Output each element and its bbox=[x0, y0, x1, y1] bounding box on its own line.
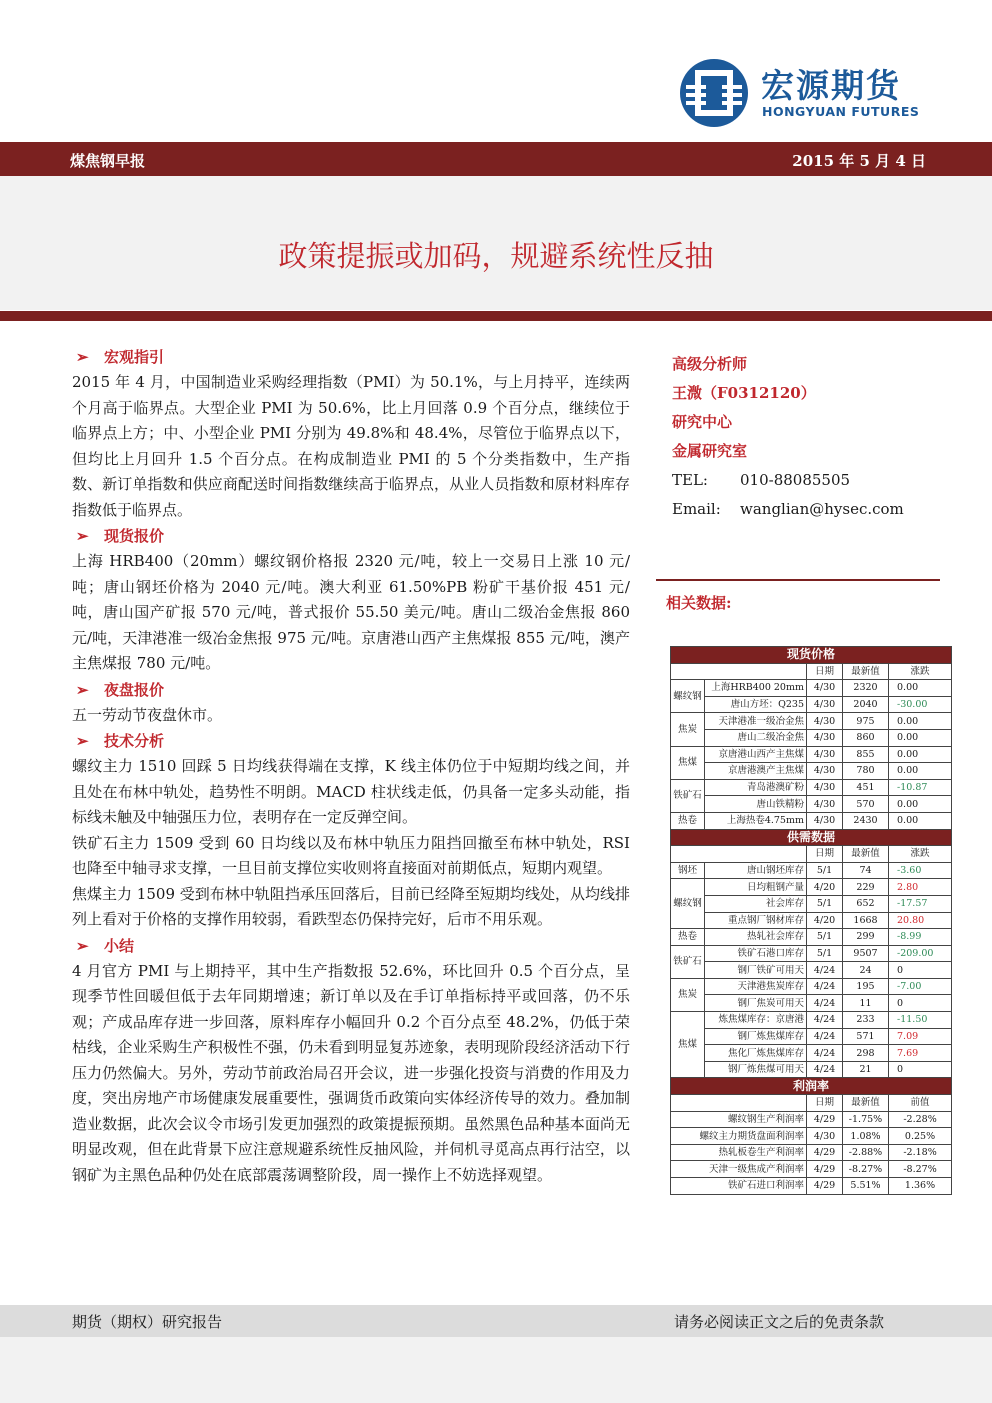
paragraph: 上海 HRB400（20mm）螺纹钢价格报 2320 元/吨，较上一交易日上涨 10 元/吨；唐山钢坯价格为 2040 元/吨。澳大利亚 61.50%PB 粉矿干基价报 451 元/吨，唐山国产矿报 570 元/吨，普式报价 55.50 美元/吨。唐山二级冶金焦报 860 元/吨，天津港准一级冶金焦报 975 元/吨。京唐港山西产主焦煤报 855 元/吨，澳产主焦煤报 780 元/吨。 bbox=[72, 552, 630, 672]
table-date: 5/1 bbox=[807, 895, 843, 912]
table-row bbox=[671, 929, 952, 946]
table-change: 0 bbox=[889, 962, 952, 979]
arrow-icon: ➢ bbox=[76, 348, 89, 366]
table-date: 4/20 bbox=[807, 879, 843, 896]
table-date: 4/24 bbox=[807, 1045, 843, 1062]
analyst-dept: 研究中心 bbox=[672, 413, 733, 431]
table-row bbox=[671, 746, 952, 763]
table-date: 4/24 bbox=[807, 1028, 843, 1045]
table-date: 4/29 bbox=[807, 1111, 843, 1128]
table-change: -3.60 bbox=[889, 862, 952, 879]
section-heading-night: ➢ 夜盘报价 bbox=[72, 677, 630, 703]
table-row bbox=[671, 796, 952, 813]
table-row bbox=[671, 978, 952, 995]
table-change: -7.00 bbox=[889, 978, 952, 995]
table-column-header-row bbox=[671, 663, 952, 680]
section-heading-summary: ➢ 小结 bbox=[72, 933, 630, 959]
analyst-tel: TEL: 010-88085505 bbox=[672, 471, 851, 489]
table-value: 299 bbox=[843, 929, 889, 946]
table-section-title: 供需数据 bbox=[671, 829, 952, 846]
table-change: 0.00 bbox=[889, 796, 952, 813]
table-prev: 0.25% bbox=[889, 1128, 952, 1145]
table-column-header bbox=[671, 846, 807, 863]
arrow-icon: ➢ bbox=[76, 936, 89, 955]
table-row bbox=[671, 862, 952, 879]
table-row bbox=[671, 1012, 952, 1029]
table-group-label: 螺纹钢 bbox=[671, 879, 705, 929]
table-change: -8.99 bbox=[889, 929, 952, 946]
paragraph: 2015 年 4 月，中国制造业采购经理指数（PMI）为 50.1%，与上月持平，连续两个月高于临界点。大型企业 PMI 为 50.6%，比上月回落 0.9 个百分点，继续位于临界点上方；中、小型企业 PMI 分别为 49.8%和 48.4%，尽管位于临界点以下，但均比上月回升 1.5 个百分点。在构成制造业 PMI 的 5 个分类指数中，生产指数、新订单指数和供应商配送时间指数继续高于临界点，从业人员指数和原材料库存指数低于临界点。 bbox=[72, 373, 630, 519]
table-column-header: 前值 bbox=[889, 1095, 952, 1112]
table-column-header: 日期 bbox=[807, 846, 843, 863]
analyst-subdept: 金属研究室 bbox=[672, 442, 748, 460]
table-group-label: 铁矿石 bbox=[671, 945, 705, 978]
report-date: 2015 年 5 月 4 日 bbox=[792, 152, 926, 170]
table-date: 4/30 bbox=[807, 1128, 843, 1145]
table-item: 日均粗钢产量 bbox=[705, 879, 807, 896]
table-row bbox=[671, 1061, 952, 1078]
table-group-label: 焦煤 bbox=[671, 1012, 705, 1078]
table-row bbox=[671, 1161, 952, 1178]
table-row bbox=[671, 945, 952, 962]
table-value: 9507 bbox=[843, 945, 889, 962]
table-section-header bbox=[671, 647, 952, 664]
table-value: 74 bbox=[843, 862, 889, 879]
table-item: 钢厂铁矿可用天 bbox=[705, 962, 807, 979]
table-item: 天津港准一级冶金焦 bbox=[705, 713, 807, 730]
table-item: 唐山二级冶金焦 bbox=[705, 729, 807, 746]
table-row bbox=[671, 1028, 952, 1045]
header-bar bbox=[0, 142, 992, 176]
table-value: 233 bbox=[843, 1012, 889, 1029]
analyst-info bbox=[672, 350, 942, 524]
table-value: 195 bbox=[843, 978, 889, 995]
table-prev: -2.28% bbox=[889, 1111, 952, 1128]
table-group-label: 钢坯 bbox=[671, 862, 705, 879]
table-date: 4/24 bbox=[807, 1061, 843, 1078]
table-row bbox=[671, 962, 952, 979]
table-column-header: 涨跌 bbox=[889, 663, 952, 680]
table-value: 1.08% bbox=[843, 1128, 889, 1145]
table-change: 7.09 bbox=[889, 1028, 952, 1045]
table-item: 螺纹主力期货盘面利润率 bbox=[671, 1128, 807, 1145]
table-group-label: 焦煤 bbox=[671, 746, 705, 779]
section-heading-spot: ➢ 现货报价 bbox=[72, 523, 630, 549]
market-data-table bbox=[670, 646, 952, 1195]
table-column-header: 最新值 bbox=[843, 663, 889, 680]
table-value: 975 bbox=[843, 713, 889, 730]
table-change: 2.80 bbox=[889, 879, 952, 896]
table-change: -11.50 bbox=[889, 1012, 952, 1029]
table-change: -30.00 bbox=[889, 696, 952, 713]
table-section-title: 利润率 bbox=[671, 1078, 952, 1095]
table-value: 2320 bbox=[843, 680, 889, 697]
table-date: 4/29 bbox=[807, 1178, 843, 1195]
report-type: 煤焦钢早报 bbox=[70, 152, 146, 170]
table-value: 855 bbox=[843, 746, 889, 763]
table-group-label: 铁矿石 bbox=[671, 779, 705, 812]
title-divider bbox=[0, 311, 992, 321]
table-date: 4/30 bbox=[807, 796, 843, 813]
table-change: 0.00 bbox=[889, 763, 952, 780]
table-row bbox=[671, 763, 952, 780]
table-item: 唐山铁精粉 bbox=[705, 796, 807, 813]
table-group-label: 焦炭 bbox=[671, 713, 705, 746]
arrow-icon: ➢ bbox=[76, 732, 89, 750]
page-title: 政策提振或加码，规避系统性反抽 bbox=[278, 239, 714, 273]
table-item: 铁矿石进口利润率 bbox=[671, 1178, 807, 1195]
table-item: 上海热卷4.75mm bbox=[705, 812, 807, 829]
table-value: 11 bbox=[843, 995, 889, 1012]
table-row bbox=[671, 696, 952, 713]
table-column-header: 日期 bbox=[807, 663, 843, 680]
brand-name-cn: 宏源期货 bbox=[761, 66, 901, 105]
table-change: 0.00 bbox=[889, 713, 952, 730]
table-change: 0.00 bbox=[889, 812, 952, 829]
table-date: 4/20 bbox=[807, 912, 843, 929]
table-item: 热轧板卷生产利润率 bbox=[671, 1144, 807, 1161]
table-column-header bbox=[671, 1095, 807, 1112]
arrow-icon: ➢ bbox=[76, 680, 89, 699]
table-change: 20.80 bbox=[889, 912, 952, 929]
table-item: 焦化厂炼焦煤库存 bbox=[705, 1045, 807, 1062]
footer-left-text: 期货（期权）研究报告 bbox=[72, 1313, 223, 1331]
table-row bbox=[671, 879, 952, 896]
table-change: -17.57 bbox=[889, 895, 952, 912]
analyst-name: 王溦（F0312120） bbox=[672, 384, 816, 402]
table-date: 4/30 bbox=[807, 746, 843, 763]
analyst-title: 高级分析师 bbox=[672, 355, 748, 373]
table-row bbox=[671, 1178, 952, 1195]
brand-name-en: HONGYUAN FUTURES bbox=[762, 104, 920, 119]
table-group-label: 螺纹钢 bbox=[671, 680, 705, 713]
table-prev: 1.36% bbox=[889, 1178, 952, 1195]
table-date: 4/30 bbox=[807, 779, 843, 796]
table-change: 0.00 bbox=[889, 746, 952, 763]
table-date: 4/30 bbox=[807, 763, 843, 780]
table-change: -209.00 bbox=[889, 945, 952, 962]
table-value: 780 bbox=[843, 763, 889, 780]
table-change: 0 bbox=[889, 995, 952, 1012]
table-value: 298 bbox=[843, 1045, 889, 1062]
table-value: 1668 bbox=[843, 912, 889, 929]
paragraph: 螺纹主力 1510 回踩 5 日均线获得端在支撑，K 线主体仍位于中短期均线之间，并且处在布林中轨处，趋势性不明朗。MACD 柱状线走低，仍具备一定多头动能，指标线未触及中轴强压力位，表明存在一定反弹空间。 bbox=[72, 757, 630, 826]
table-value: -1.75% bbox=[843, 1111, 889, 1128]
main-content bbox=[72, 344, 630, 1188]
table-section-header bbox=[671, 829, 952, 846]
table-row bbox=[671, 995, 952, 1012]
section-heading-macro: ➢ 宏观指引 bbox=[72, 344, 630, 370]
related-data-label: 相关数据: bbox=[666, 594, 732, 612]
table-column-header-row bbox=[671, 846, 952, 863]
table-item: 铁矿石港口库存 bbox=[705, 945, 807, 962]
table-item: 京唐港山西产主焦煤 bbox=[705, 746, 807, 763]
table-item: 京唐港澳产主焦煤 bbox=[705, 763, 807, 780]
paragraph: 铁矿石主力 1509 受到 60 日均线以及布林中轨压力阻挡回撤至布林中轨处，RSI 也降至中轴寻求支撑，一旦目前支撑位实收则将直接面对前期低点，短期内观望。 bbox=[72, 833, 630, 877]
table-value: 860 bbox=[843, 729, 889, 746]
section-heading-technical: ➢ 技术分析 bbox=[72, 728, 630, 754]
table-column-header bbox=[671, 663, 807, 680]
footer-bar bbox=[0, 1305, 992, 1337]
table-date: 5/1 bbox=[807, 862, 843, 879]
table-value: -2.88% bbox=[843, 1144, 889, 1161]
bottom-band bbox=[0, 1337, 992, 1403]
table-date: 4/24 bbox=[807, 978, 843, 995]
table-value: 571 bbox=[843, 1028, 889, 1045]
table-section-title: 现货价格 bbox=[671, 647, 952, 664]
table-value: 2430 bbox=[843, 812, 889, 829]
table-value: 21 bbox=[843, 1061, 889, 1078]
table-column-header-row bbox=[671, 1095, 952, 1112]
table-date: 4/30 bbox=[807, 713, 843, 730]
table-change: 0.00 bbox=[889, 729, 952, 746]
table-date: 4/29 bbox=[807, 1161, 843, 1178]
table-prev: -8.27% bbox=[889, 1161, 952, 1178]
table-value: 5.51% bbox=[843, 1178, 889, 1195]
table-row bbox=[671, 779, 952, 796]
table-change: -10.87 bbox=[889, 779, 952, 796]
table-item: 青岛港澳矿粉 bbox=[705, 779, 807, 796]
table-item: 天津一级焦成产利润率 bbox=[671, 1161, 807, 1178]
table-change: 0.00 bbox=[889, 680, 952, 697]
table-row bbox=[671, 713, 952, 730]
footer-disclaimer: 请务必阅读正文之后的免责条款 bbox=[673, 1313, 884, 1331]
table-change: 0 bbox=[889, 1061, 952, 1078]
paragraph: 4 月官方 PMI 与上期持平，其中生产指数报 52.6%，环比回升 0.5 个百分点，呈现季节性回暖但低于去年同期增速；新订单以及在手订单指标持平或回落，仍不乐观；产成品库存进一步回落，原料库存小幅回升 0.2 个百分点至 48.2%，仍低于荣枯线，企业采购生产积极性不强，仍未看到明显复苏迹象，表明现阶段经济活动下行压力仍然偏大。另外，劳动节前政治局召开会议，进一步强化投资与消费的作用及力度，突出房地产市场健康发展重要性，强调货币政策向实体经济传导的效力。叠加制造业数据，此次会议令市场引发更加强烈的政策提振预期。虽然黑色品种基本面尚无明显改观，但在此背景下应注意规避系统性反抽风险，并伺机寻觅高点再行沽空，以钢矿为主黑色品种仍处在底部震荡调整阶段，周一操作上不妨选择观望。 bbox=[72, 961, 630, 1184]
table-item: 钢厂炼焦煤可用天 bbox=[705, 1061, 807, 1078]
table-column-header: 最新值 bbox=[843, 1095, 889, 1112]
paragraph: 五一劳动节夜盘休市。 bbox=[72, 705, 223, 724]
table-row bbox=[671, 680, 952, 697]
table-item: 螺纹钢生产利润率 bbox=[671, 1111, 807, 1128]
table-date: 4/24 bbox=[807, 1012, 843, 1029]
table-row bbox=[671, 1045, 952, 1062]
table-value: 570 bbox=[843, 796, 889, 813]
table-row bbox=[671, 729, 952, 746]
table-section-header bbox=[671, 1078, 952, 1095]
table-item: 重点钢厂钢材库存 bbox=[705, 912, 807, 929]
table-item: 唐山方坯：Q235 bbox=[705, 696, 807, 713]
table-column-header: 日期 bbox=[807, 1095, 843, 1112]
analyst-email[interactable]: Email: wanglian@hysec.com bbox=[672, 500, 904, 518]
table-date: 4/30 bbox=[807, 680, 843, 697]
table-value: 652 bbox=[843, 895, 889, 912]
table-value: 229 bbox=[843, 879, 889, 896]
table-item: 天津港焦炭库存 bbox=[705, 978, 807, 995]
table-row bbox=[671, 1128, 952, 1145]
table-column-header: 最新值 bbox=[843, 846, 889, 863]
table-date: 4/24 bbox=[807, 995, 843, 1012]
table-column-header: 涨跌 bbox=[889, 846, 952, 863]
table-date: 4/30 bbox=[807, 729, 843, 746]
table-item: 社会库存 bbox=[705, 895, 807, 912]
table-row bbox=[671, 812, 952, 829]
table-date: 5/1 bbox=[807, 929, 843, 946]
table-group-label: 焦炭 bbox=[671, 978, 705, 1011]
table-value: -8.27% bbox=[843, 1161, 889, 1178]
sidebar-divider bbox=[656, 579, 940, 581]
table-date: 4/24 bbox=[807, 962, 843, 979]
table-date: 5/1 bbox=[807, 945, 843, 962]
table-row bbox=[671, 1111, 952, 1128]
table-date: 4/30 bbox=[807, 696, 843, 713]
arrow-icon: ➢ bbox=[76, 527, 89, 545]
table-change: 7.69 bbox=[889, 1045, 952, 1062]
table-date: 4/29 bbox=[807, 1144, 843, 1161]
table-item: 炼焦煤库存：京唐港 bbox=[705, 1012, 807, 1029]
table-row bbox=[671, 895, 952, 912]
table-value: 451 bbox=[843, 779, 889, 796]
table-item: 热轧社会库存 bbox=[705, 929, 807, 946]
table-item: 钢厂炼焦煤库存 bbox=[705, 1028, 807, 1045]
table-value: 2040 bbox=[843, 696, 889, 713]
table-date: 4/30 bbox=[807, 812, 843, 829]
table-row bbox=[671, 1144, 952, 1161]
table-item: 唐山钢坯库存 bbox=[705, 862, 807, 879]
paragraph: 焦煤主力 1509 受到布林中轨阻挡承压回落后，目前已经降至短期均线处，从均线排列上看对于价格的支撑作用较弱，看跌型态仍保持完好，后市不用乐观。 bbox=[72, 884, 630, 928]
table-item: 钢厂焦炭可用天 bbox=[705, 995, 807, 1012]
table-group-label: 热卷 bbox=[671, 812, 705, 829]
table-item: 上海HRB400 20mm bbox=[705, 680, 807, 697]
table-row bbox=[671, 912, 952, 929]
table-value: 24 bbox=[843, 962, 889, 979]
table-group-label: 热卷 bbox=[671, 929, 705, 946]
table-prev: -2.18% bbox=[889, 1144, 952, 1161]
